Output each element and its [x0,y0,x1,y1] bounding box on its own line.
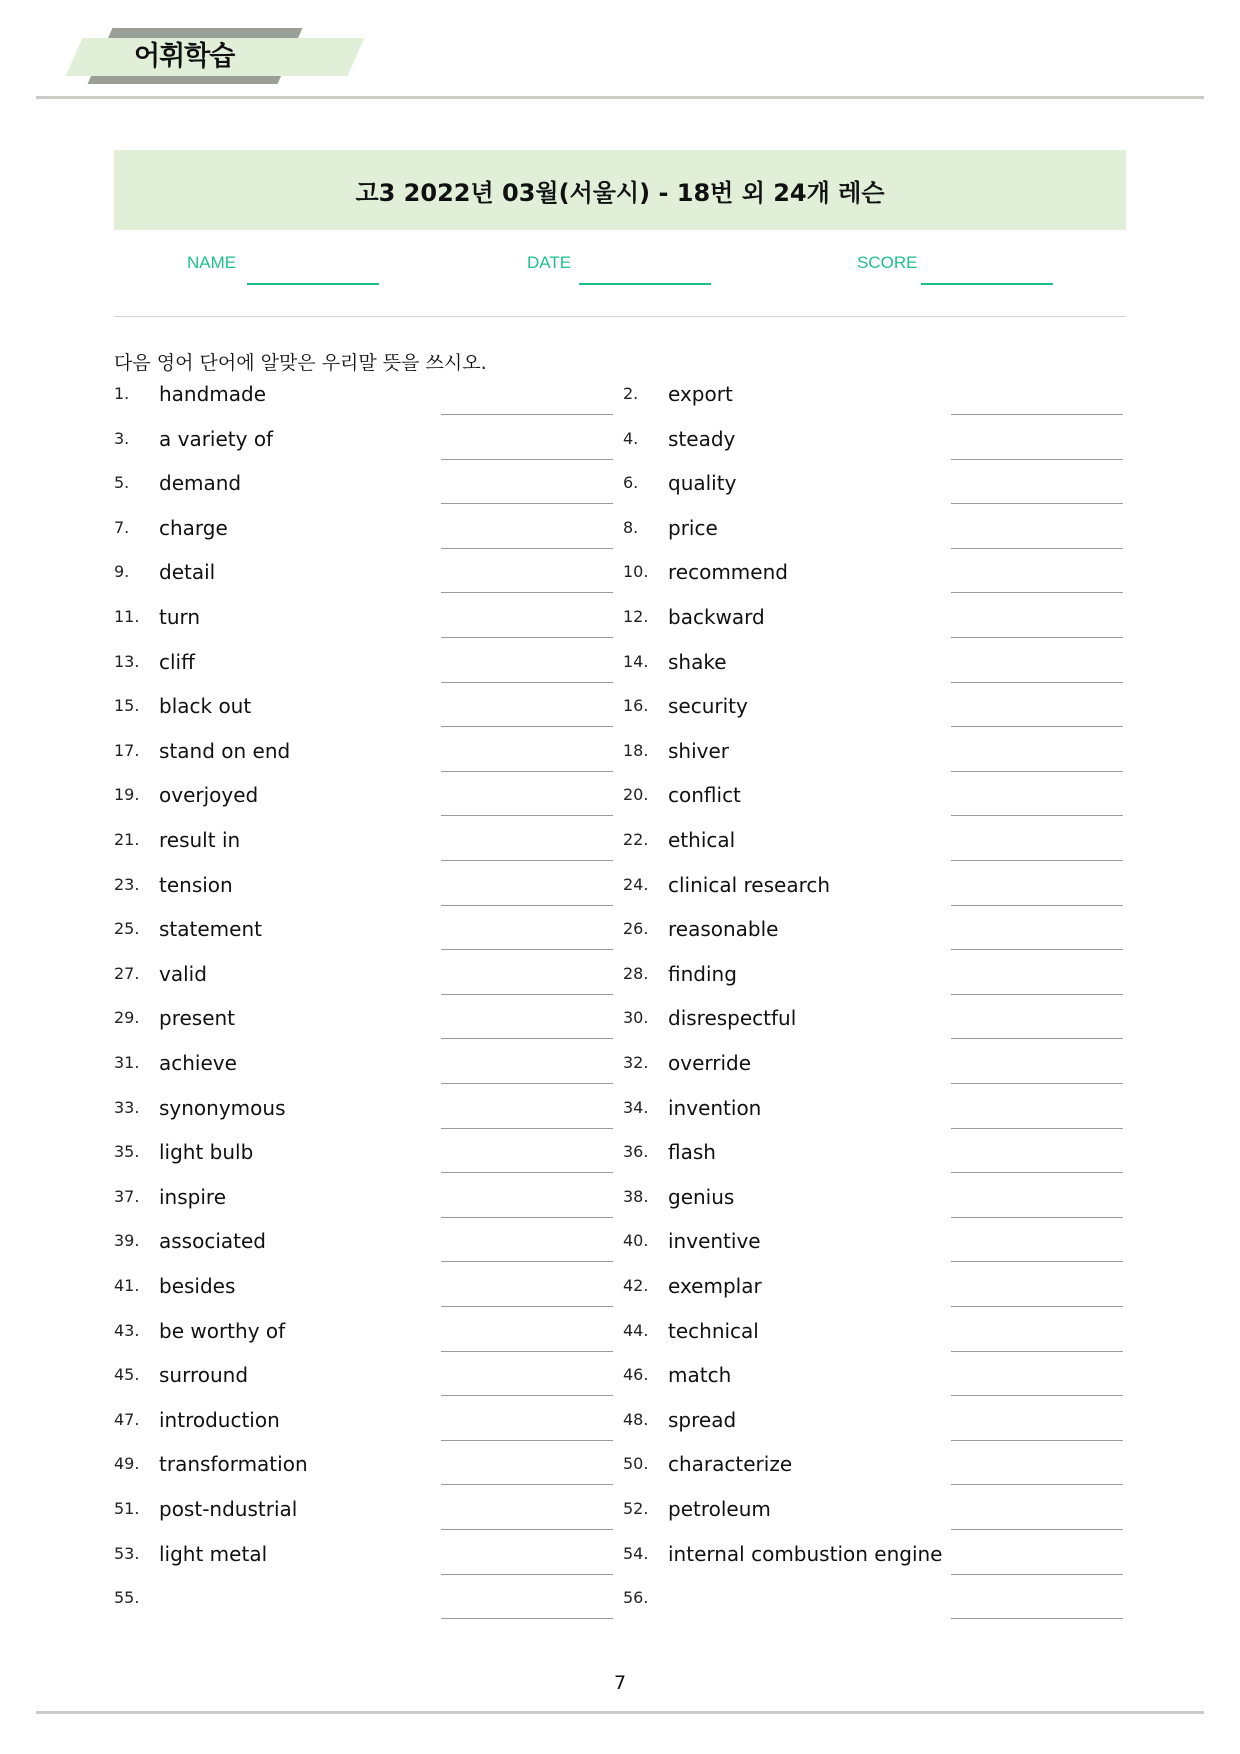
item-number: 40. [623,1231,649,1251]
item-number: 46. [623,1365,649,1385]
item-word: export [668,382,733,406]
item-word: valid [159,961,207,986]
item-number: 12. [623,607,649,626]
item-word: a variety of [159,426,274,451]
item-number: 21. [114,830,140,849]
answer-line[interactable] [951,1217,1123,1218]
item-number: 4. [623,428,639,448]
answer-line[interactable] [441,1217,613,1218]
item-word: clinical research [668,872,831,897]
answer-line[interactable] [441,637,613,638]
item-word: inventive [668,1229,761,1254]
item-number: 18. [623,740,649,760]
item-word: achieve [159,1051,237,1075]
item-number: 5. [114,473,130,493]
item-number: 10. [623,562,649,582]
answer-line[interactable] [441,1529,613,1530]
header-tab-label: 어휘학습 [134,41,235,72]
answer-line[interactable] [441,1574,613,1575]
answer-line[interactable] [951,949,1123,950]
item-word: reasonable [668,917,779,942]
item-word: light bulb [159,1140,254,1165]
item-number: 36. [623,1142,649,1162]
item-word: backward [668,605,765,629]
answer-line[interactable] [441,414,613,415]
date-underline[interactable] [579,283,711,285]
answer-line[interactable] [951,1529,1123,1530]
answer-line[interactable] [441,1038,613,1039]
item-word: synonymous [159,1095,286,1120]
answer-line[interactable] [951,1395,1123,1396]
item-word: demand [159,471,242,496]
answer-line[interactable] [441,1261,613,1262]
item-number: 24. [623,874,649,894]
item-word: finding [668,961,737,986]
answer-line[interactable] [441,1351,613,1352]
score-underline[interactable] [921,283,1053,285]
item-word: black out [159,694,252,719]
item-word: spread [668,1407,737,1432]
answer-line[interactable] [441,548,613,549]
answer-line[interactable] [441,1395,613,1396]
item-number: 13. [114,651,140,671]
item-word: invention [668,1095,762,1120]
item-word: light metal [159,1541,268,1566]
answer-line[interactable] [441,1083,613,1084]
item-number: 6. [623,473,639,493]
answer-line[interactable] [951,1574,1123,1575]
item-number: 37. [114,1186,140,1206]
item-number: 41. [114,1276,140,1295]
item-word: disrespectful [668,1006,797,1031]
item-word: ethical [668,828,736,852]
item-word: exemplar [668,1274,762,1298]
item-number: 19. [114,785,140,805]
item-word: inspire [159,1184,226,1209]
item-word: steady [668,426,736,451]
item-number: 44. [623,1320,649,1340]
answer-line[interactable] [441,994,613,995]
answer-line[interactable] [951,1083,1123,1084]
answer-line[interactable] [441,726,613,727]
answer-line[interactable] [951,726,1123,727]
item-word: technical [668,1318,759,1343]
item-word: associated [159,1229,266,1254]
name-label: NAME [187,253,237,272]
answer-line[interactable] [951,592,1123,593]
item-word: transformation [159,1452,308,1477]
item-word: handmade [159,382,267,406]
item-number: 15. [114,696,140,716]
answer-line[interactable] [951,503,1123,504]
item-word: recommend [668,560,788,585]
item-word: override [668,1051,752,1075]
item-number: 33. [114,1097,140,1117]
answer-line[interactable] [951,1128,1123,1129]
answer-line[interactable] [441,1306,613,1307]
header-rule [36,96,1204,99]
answer-line[interactable] [441,815,613,816]
footer-rule [36,1711,1204,1714]
item-number: 23. [114,874,140,894]
answer-line[interactable] [951,682,1123,683]
item-number: 20. [623,785,649,805]
item-number: 27. [114,963,140,983]
answer-line[interactable] [951,1440,1123,1441]
item-number: 50. [623,1454,649,1474]
answer-line[interactable] [951,637,1123,638]
item-word: genius [668,1184,735,1209]
item-word: characterize [668,1452,793,1477]
item-word: overjoyed [159,783,259,808]
item-word: tension [159,872,233,897]
item-number: 29. [114,1008,140,1028]
item-word: security [668,694,748,719]
answer-line[interactable] [441,1440,613,1441]
item-number: 54. [623,1543,649,1563]
instruction-text: 다음 영어 단어에 알맞은 우리말 뜻을 쓰시오. [114,352,487,374]
answer-line[interactable] [441,592,613,593]
item-number: 38. [623,1186,649,1206]
item-number: 1. [114,384,130,403]
item-word: post-ndustrial [159,1497,298,1521]
answer-line[interactable] [441,860,613,861]
item-number: 8. [623,517,639,537]
answer-line[interactable] [951,1484,1123,1485]
item-number: 53. [114,1543,140,1563]
score-label: SCORE [857,253,918,272]
answer-line[interactable] [951,1038,1123,1039]
item-number: 25. [114,919,140,939]
answer-line[interactable] [951,414,1123,415]
item-number: 31. [114,1053,140,1072]
answer-line[interactable] [441,459,613,460]
answer-line[interactable] [441,1484,613,1485]
item-word: petroleum [668,1497,771,1521]
item-word: turn [159,605,201,629]
answer-line[interactable] [951,459,1123,460]
item-word: price [668,515,718,540]
item-number: 56. [623,1588,649,1608]
item-word: besides [159,1274,236,1298]
item-number: 30. [623,1008,649,1028]
answer-line[interactable] [441,1128,613,1129]
item-word: flash [668,1140,716,1165]
answer-line[interactable] [951,905,1123,906]
item-number: 28. [623,963,649,983]
item-word: present [159,1006,236,1031]
item-number: 45. [114,1365,140,1385]
item-number: 26. [623,919,649,939]
answer-line[interactable] [951,1172,1123,1173]
name-underline[interactable] [247,283,379,285]
item-number: 39. [114,1231,140,1251]
date-label: DATE [527,253,572,272]
worksheet-title: 고3 2022년 03월(서울시) - 18번 외 24개 레슨 [355,178,885,207]
item-word: charge [159,515,228,540]
item-word: shiver [668,738,730,763]
answer-line[interactable] [441,949,613,950]
item-number: 7. [114,517,130,537]
item-number: 16. [623,696,649,716]
item-number: 3. [114,428,130,448]
answer-line[interactable] [951,994,1123,995]
page-number: 7 [613,1672,627,1694]
item-number: 35. [114,1142,140,1162]
answer-line[interactable] [441,503,613,504]
answer-line[interactable] [951,548,1123,549]
item-word: internal combustion engine [668,1541,943,1566]
item-word: match [668,1363,732,1388]
answer-line[interactable] [951,1618,1123,1619]
answer-line[interactable] [951,1306,1123,1307]
item-number: 55. [114,1588,140,1608]
answer-line[interactable] [951,860,1123,861]
item-number: 17. [114,740,140,760]
item-number: 43. [114,1320,140,1340]
item-number: 32. [623,1053,649,1072]
item-number: 52. [623,1499,649,1518]
answer-line[interactable] [441,771,613,772]
item-word: statement [159,917,262,942]
item-word: quality [668,471,737,496]
item-number: 2. [623,384,639,403]
item-number: 49. [114,1454,140,1474]
answer-line[interactable] [441,1618,613,1619]
item-word: shake [668,649,727,674]
answer-line[interactable] [441,682,613,683]
answer-line[interactable] [951,771,1123,772]
answer-line[interactable] [441,1172,613,1173]
item-word: stand on end [159,738,291,763]
answer-line[interactable] [441,905,613,906]
item-word: conflict [668,783,741,808]
worksheet-title-banner [114,150,1126,230]
item-word: cliff [159,649,195,674]
item-word: introduction [159,1407,280,1432]
item-number: 51. [114,1499,140,1518]
answer-line[interactable] [951,1351,1123,1352]
item-word: detail [159,560,216,585]
item-word: surround [159,1363,249,1388]
item-word: result in [159,828,241,852]
section-divider [114,316,1126,317]
item-number: 48. [623,1409,649,1429]
answer-line[interactable] [951,1261,1123,1262]
item-number: 22. [623,830,649,849]
item-number: 42. [623,1276,649,1295]
item-number: 9. [114,562,130,582]
item-number: 47. [114,1409,140,1429]
item-number: 14. [623,651,649,671]
item-number: 11. [114,607,140,626]
item-number: 34. [623,1097,649,1117]
item-word: be worthy of [159,1318,286,1343]
answer-line[interactable] [951,815,1123,816]
